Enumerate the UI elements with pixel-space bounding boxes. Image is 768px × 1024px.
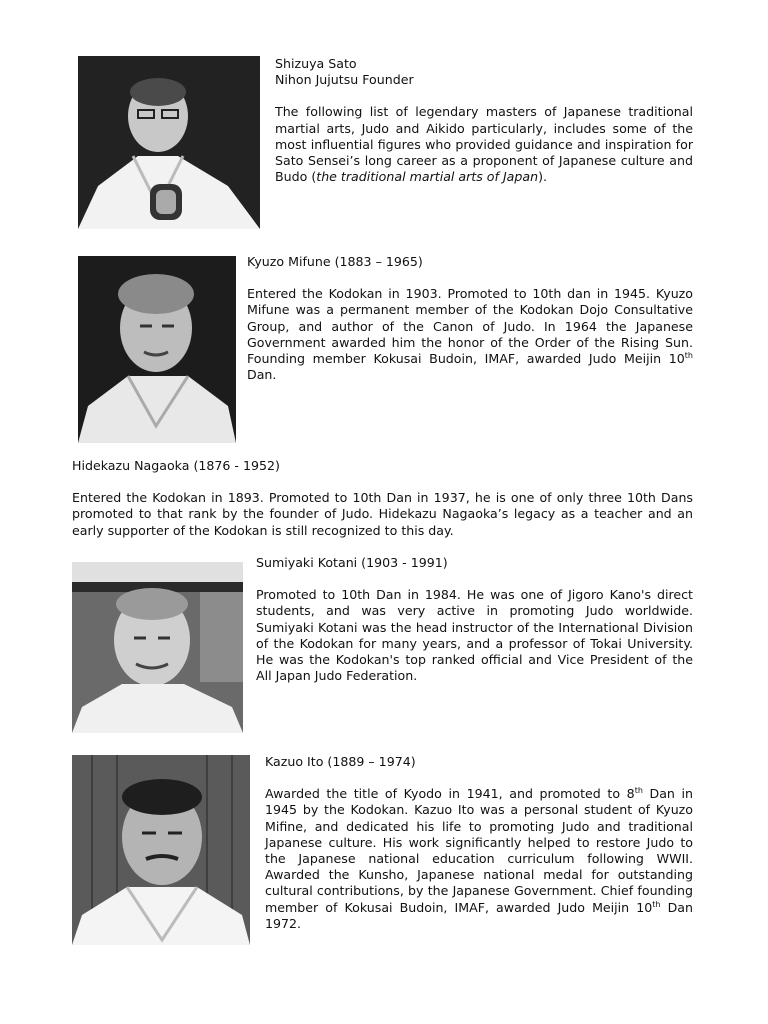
entry-name: Shizuya Sato bbox=[275, 56, 357, 71]
entry-hidekazu-nagaoka bbox=[72, 458, 693, 539]
portrait-photo-shizuya-sato bbox=[78, 56, 260, 229]
entry-body: Entered the Kodokan in 1903. Promoted to 10th dan in 1945. Kyuzo Mifune was a permanent member of the Kodokan Dojo Consultative Group, and author of the Canon of Judo. In 1964 the Japanese Government awarded him the honor of the Order of the Rising Sun. Founding member Kokusai Budoin, IMAF, awarded Judo Meijin 10th Dan. bbox=[247, 286, 693, 383]
entry-name: Kyuzo Mifune (1883 – 1965) bbox=[247, 254, 423, 269]
entry-subtitle: Nihon Jujutsu Founder bbox=[275, 72, 414, 88]
portrait-photo-kazuo-ito bbox=[72, 755, 250, 945]
entry-body: Entered the Kodokan in 1893. Promoted to 10th Dan in 1937, he is one of only three 10th Dans promoted to that rank by the founder of Judo. Hidekazu Nagaoka’s legacy as a teacher and an early supporter of the Kodokan is still recognized to this day. bbox=[72, 490, 693, 538]
entry-sumiyaki-kotani bbox=[256, 555, 693, 684]
entry-name: Hidekazu Nagaoka (1876 - 1952) bbox=[72, 458, 280, 473]
portrait-photo-kyuzo-mifune bbox=[78, 256, 236, 443]
entry-body: The following list of legendary masters of Japanese traditional martial arts, Judo and Aikido particularly, includes some of the most influential figures who provided guidance and inspiration for Sato Sensei’s long career as a proponent of Japanese culture and Budo (the traditional martial arts of Japan). bbox=[275, 104, 693, 185]
portrait-photo-sumiyaki-kotani bbox=[72, 562, 243, 733]
entry-body: Promoted to 10th Dan in 1984. He was one of Jigoro Kano's direct students, and was very active in promoting Judo worldwide. Sumiyaki Kotani was the head instructor of the International Division of the Kodokan for many years, and a professor of Tokai University. He was the Kodokan's top ranked official and Vice President of the All Japan Judo Federation. bbox=[256, 587, 693, 684]
entry-kazuo-ito bbox=[265, 754, 693, 932]
entry-name: Sumiyaki Kotani (1903 - 1991) bbox=[256, 555, 448, 570]
entry-body: Awarded the title of Kyodo in 1941, and promoted to 8th Dan in 1945 by the Kodokan. Kazuo Ito was a personal student of Kyuzo Mifine, and dedicated his life to promoting Judo and traditional Japanese culture. His work significantly helped to restore Judo to the Japanese national education curriculum following WWII. Awarded the Kunsho, Japanese national medal for outstanding cultural contributions, by the Japanese Government. Chief founding member of Kokusai Budoin, IMAF, awarded Judo Meijin 10th Dan 1972. bbox=[265, 786, 694, 931]
entry-shizuya-sato bbox=[275, 56, 693, 185]
entry-name: Kazuo Ito (1889 – 1974) bbox=[265, 754, 416, 769]
entry-kyuzo-mifune bbox=[247, 254, 693, 383]
